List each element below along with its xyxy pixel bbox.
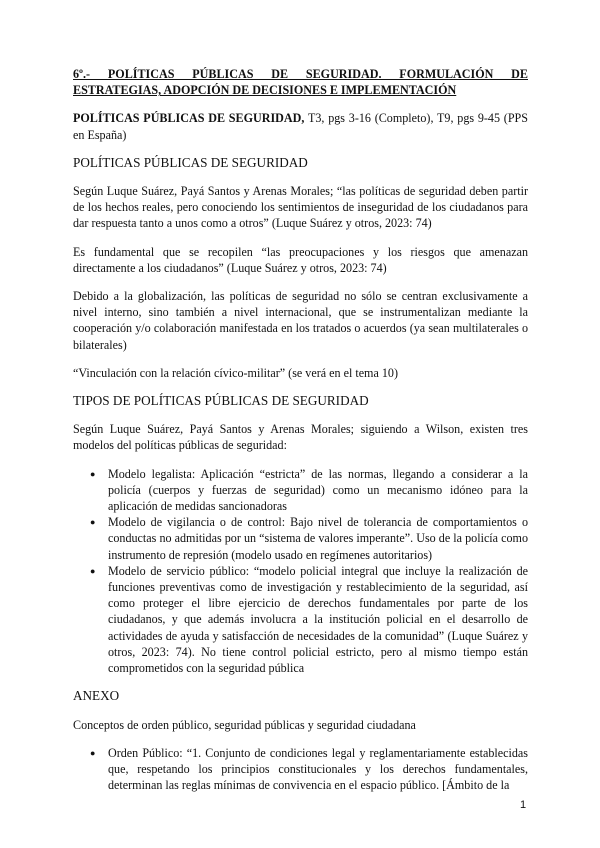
concepts-list [73, 745, 528, 794]
list-item-text: Orden Público: “1. Conjunto de condiciones legal y reglamentariamente establecidas que, respetando los principios constitucionales y los derechos fundamentales, determinan las reglas mínimas de convivencia en el espacio público. [Ámbito de la [108, 745, 528, 793]
page-content [73, 66, 528, 805]
list-item [73, 466, 528, 515]
list-item-text: Modelo de servicio público: “modelo policial integral que incluye la realización de funciones preventivas como de investigación y restablecimiento de la seguridad, así como proteger el libre ejercicio de derechos fundamentales por parte de los ciudadanos, y que además involucra a la institución policial en el desarrollo de actividades de ayuda y satisfacción de necesidades de la comunidad” (Luque Suárez y otros, 2023: 74). No tiene control policial estricto, pero al mismo tiempo están comprometidos con la seguridad pública [108, 563, 528, 676]
models-list [73, 466, 528, 677]
list-item-text: Modelo legalista: Aplicación “estricta” de las normas, llegando a considerar a la policía (cuerpos y fuerzas de seguridad) como un mecanismo idóneo para la aplicación de medidas sancionadoras [108, 466, 528, 514]
list-item [73, 514, 528, 563]
document-title: 6º.- POLÍTICAS PÚBLICAS DE SEGURIDAD. FORMULACIÓN DE ESTRATEGIAS, ADOPCIÓN DE DECISIONES E IMPLEMENTACIÓN [73, 67, 528, 98]
paragraph: Es fundamental que se recopilen “las preocupaciones y los riesgos que amenazan directamente a los ciudadanos” (Luque Suárez y otros, 2023: 74) [73, 244, 528, 275]
bullet-icon: ● [90, 747, 96, 758]
paragraph: Según Luque Suárez, Payá Santos y Arenas Morales; siguiendo a Wilson, existen tres modelos del políticas públicas de seguridad: [73, 422, 528, 453]
source-reference [73, 110, 528, 142]
page-number: 1 [520, 799, 527, 811]
list-item [73, 563, 528, 676]
paragraph: Debido a la globalización, las políticas de seguridad no sólo se centran exclusivamente a nivel interno, sino también a nivel internacional, que se instrumentalizan mediante la cooperación y/o colaboración manifestada en los tratados o acuerdos (ya sean multilaterales o bilaterales) [73, 289, 528, 352]
list-item [73, 745, 528, 794]
list-item-text: Modelo de vigilancia o de control: Bajo nivel de tolerancia de comportamientos o conductas no admitidas por un “sistema de valores imperante”. Uso de la policía como instrumento de represión (modelo usado en regímenes autoritarios) [108, 515, 528, 562]
section-heading-anexo: ANEXO [73, 688, 120, 704]
section-heading-politicas: POLÍTICAS PÚBLICAS DE SEGURIDAD [73, 154, 308, 170]
section-heading-tipos: TIPOS DE POLÍTICAS PÚBLICAS DE SEGURIDAD [73, 393, 369, 409]
paragraph: “Vinculación con la relación cívico-militar” (se verá en el tema 10) [73, 365, 398, 380]
bullet-icon: ● [90, 565, 96, 576]
bullet-icon: ● [90, 468, 96, 479]
paragraph: Conceptos de orden público, seguridad públicas y seguridad ciudadana [73, 717, 416, 732]
source-reference-rest: T3, pgs 3-16 (Completo), T9, pgs 9-45 (PPS en España) [73, 111, 528, 142]
bullet-icon: ● [90, 517, 96, 528]
paragraph: Según Luque Suárez, Payá Santos y Arenas Morales; “las políticas de seguridad deben partir de los hechos reales, pero conociendo los sentimientos de inseguridad de los ciudadanos para dar respuesta tanto a unos como a otros” (Luque Suárez y otros, 2023: 74) [73, 184, 528, 231]
source-reference-bold: POLÍTICAS PÚBLICAS DE SEGURIDAD, [73, 111, 305, 126]
